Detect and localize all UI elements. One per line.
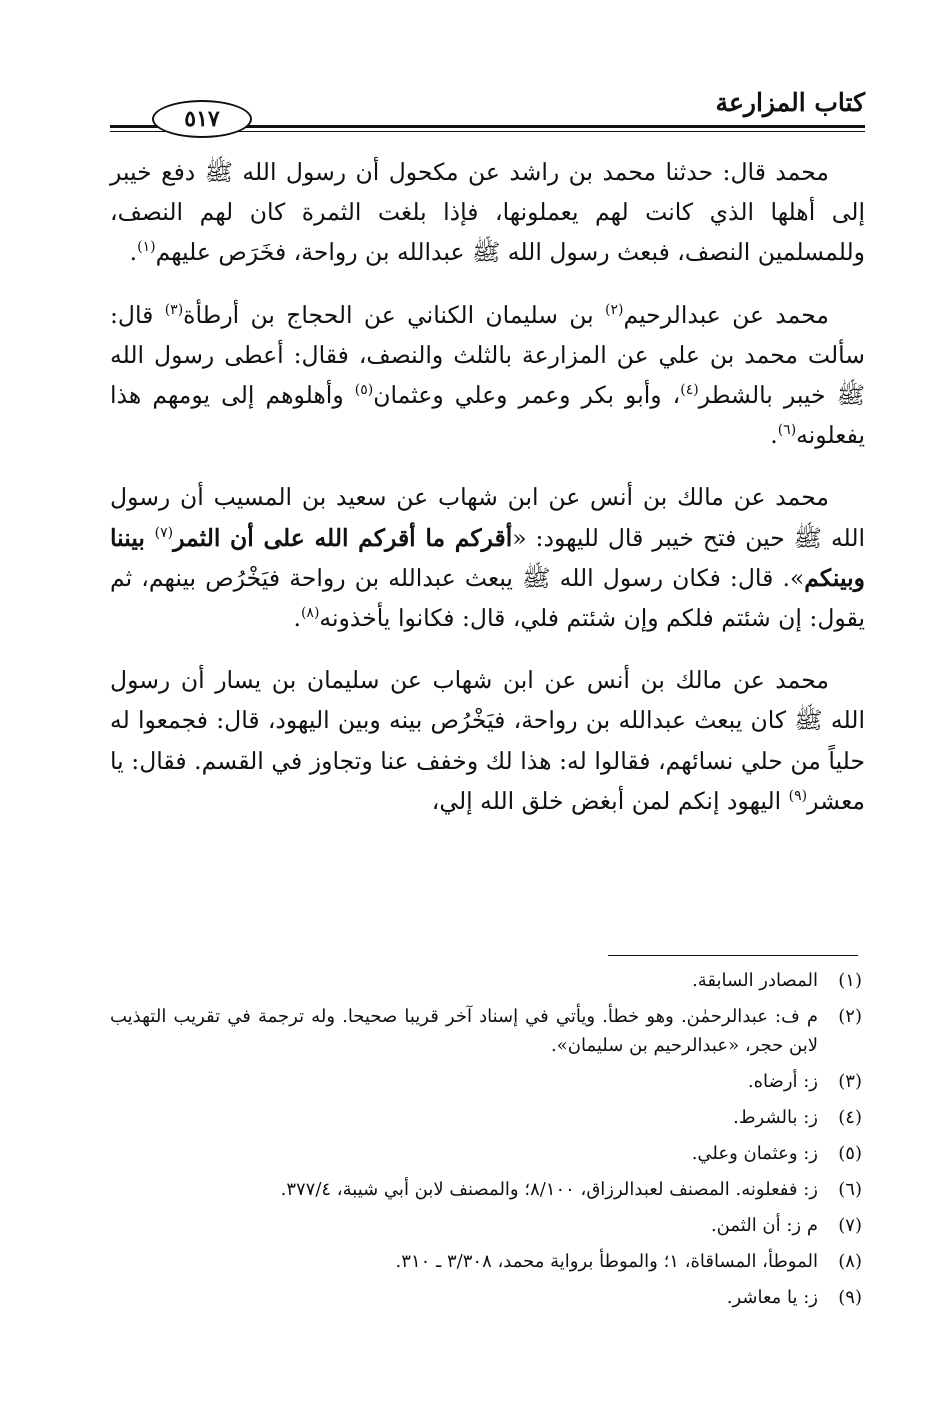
main-text bbox=[110, 152, 865, 843]
text-segment: ، وأبو بكر وعمر وعلي وعثمان bbox=[373, 381, 681, 410]
footnote-text: ز: ففعلونه. المصنف لعبدالرزاق، ٨/١٠٠؛ والمصنف لابن أبي شيبة، ٣٧٧/٤. bbox=[280, 1179, 818, 1200]
footnote-8 bbox=[110, 1247, 862, 1276]
paragraph-3 bbox=[110, 477, 865, 638]
footnote-number: (٤) bbox=[838, 1107, 862, 1128]
text-segment: . bbox=[293, 604, 301, 633]
text-segment: محمد عن مالك بن أنس عن ابن شهاب عن سليمان بن يسار أن رسول الله ﷺ كان يبعث عبدالله بن رواحة، فيَخْرُص بينه وبين اليهود، قال: فجمعوا له حلياً من حلي نسائهم، فقالوا له: هذا لك وخفف عنا وتجاوز في القسم. فقال: يا معشر bbox=[110, 666, 865, 815]
paragraph-1 bbox=[110, 152, 865, 273]
footnote-1 bbox=[110, 966, 862, 995]
footnote-number: (٨) bbox=[838, 1251, 862, 1272]
text-segment: وأهلوهم إلى يومهم هذا يفعلونه bbox=[110, 381, 865, 450]
footnote-ref: (٢) bbox=[604, 301, 624, 318]
footnote-ref: (٩) bbox=[788, 788, 808, 805]
footnotes bbox=[110, 966, 862, 1319]
text-segment: محمد عن مالك بن أنس عن ابن شهاب عن سعيد بن المسيب أن رسول الله ﷺ حين فتح خيبر قال لليهود: « bbox=[110, 483, 866, 552]
footnote-3 bbox=[110, 1067, 862, 1096]
paragraph-4 bbox=[110, 660, 865, 821]
footnote-separator bbox=[608, 955, 858, 956]
footnote-text: م ز: أن الثمن. bbox=[710, 1215, 818, 1236]
footnote-number: (٩) bbox=[838, 1287, 862, 1308]
footnote-text: م ف: عبدالرحمٰن. وهو خطأ. ويأتي في إسناد آخر قريبا صحيحا. وله ترجمة في تقريب التهذيب لابن حجر، «عبدالرحيم بن سليمان». bbox=[110, 1006, 818, 1056]
footnote-text: المصادر السابقة. bbox=[692, 970, 818, 991]
page-number-badge bbox=[152, 100, 252, 138]
text-segment: ». قال: فكان رسول الله ﷺ يبعث عبدالله بن رواحة فيَخْرُص بينهم، ثم يقول: إن شئتم فلكم وإن شئتم فلي، قال: فكانوا يأخذونه bbox=[110, 563, 865, 633]
text-segment: محمد عن عبدالرحيم bbox=[623, 300, 829, 329]
page-header bbox=[110, 80, 865, 136]
hadith-quote: أقركم ما أقركم الله على أن الثمر bbox=[173, 523, 513, 552]
footnote-6 bbox=[110, 1175, 862, 1204]
footnote-ref: (١) bbox=[137, 239, 156, 256]
footnote-number: (٥) bbox=[838, 1143, 862, 1164]
paragraph-2 bbox=[110, 295, 865, 456]
footnote-text: ز: وعثمان وعلي. bbox=[691, 1143, 818, 1164]
footnote-text: الموطأ، المساقاة، ١؛ والموطأ برواية محمد، ٣/٣٠٨ ـ ٣١٠. bbox=[395, 1251, 818, 1272]
footnote-number: (٦) bbox=[838, 1179, 862, 1200]
text-segment: بن سليمان الكناني عن الحجاج بن أرطأة bbox=[183, 300, 605, 329]
footnote-number: (٣) bbox=[838, 1071, 862, 1092]
footnote-4 bbox=[110, 1103, 862, 1132]
footnote-5 bbox=[110, 1139, 862, 1168]
footnote-text: ز: بالشرط. bbox=[733, 1107, 818, 1128]
text-segment: محمد قال: حدثنا محمد بن راشد عن مكحول أن رسول الله ﷺ دفع خيبر إلى أهلها الذي كانت لهم يعملونها، فإذا بلغت الثمرة كان لهم النصف، وللمسلمين النصف، فبعث رسول الله ﷺ عبدالله بن رواحة، فخَرَص عليهم bbox=[110, 158, 865, 267]
hadith-quote: بيننا وبينكم bbox=[110, 523, 865, 592]
footnote-ref: (٦) bbox=[777, 422, 797, 439]
footnote-9 bbox=[110, 1283, 862, 1312]
text-segment: . bbox=[770, 421, 778, 450]
footnote-ref: (٧) bbox=[154, 524, 174, 541]
footnote-2 bbox=[110, 1002, 862, 1060]
book-title: كتاب المزارعة bbox=[715, 88, 865, 117]
footnote-number: (٢) bbox=[838, 1006, 862, 1027]
text-segment: اليهود إنكم لمن أبغض خلق الله إلي، bbox=[431, 786, 789, 815]
footnote-ref: (٤) bbox=[680, 382, 699, 399]
text-segment: قال: سألت محمد بن علي عن المزارعة بالثلث والنصف، فقال: أعطى رسول الله ﷺ خيبر بالشطر bbox=[110, 300, 865, 410]
footnote-7 bbox=[110, 1211, 862, 1240]
page-number: ٥١٧ bbox=[184, 106, 220, 132]
footnote-ref: (٣) bbox=[164, 301, 184, 318]
footnote-number: (١) bbox=[838, 970, 862, 991]
footnote-text: ز: أرضاه. bbox=[747, 1071, 818, 1092]
footnote-number: (٧) bbox=[838, 1215, 862, 1236]
footnote-text: ز: يا معاشر. bbox=[726, 1287, 818, 1308]
footnote-ref: (٥) bbox=[354, 382, 374, 399]
text-segment: . bbox=[129, 238, 138, 267]
footnote-ref: (٨) bbox=[300, 605, 320, 622]
